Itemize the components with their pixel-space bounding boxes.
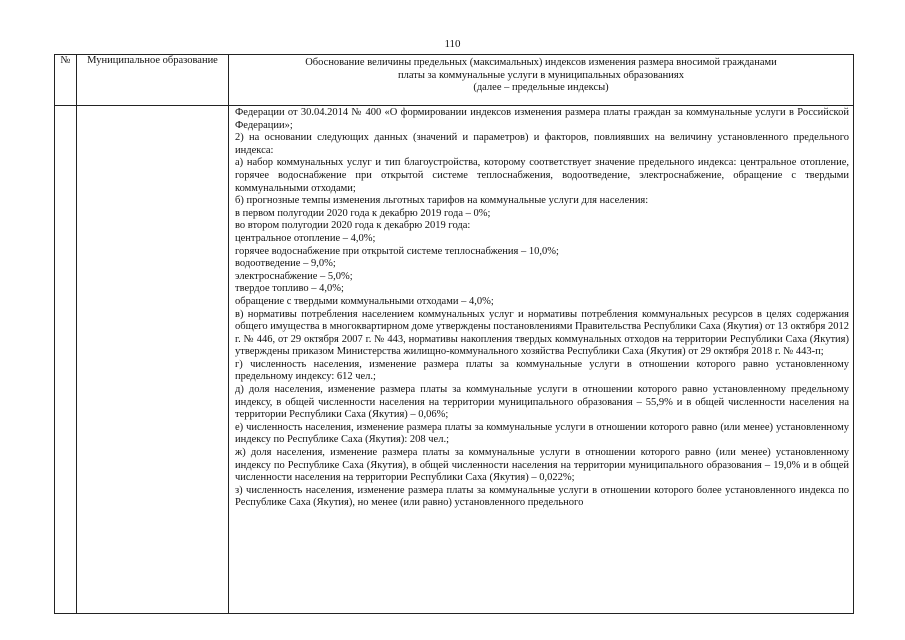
header-justification-line-1: Обоснование величины предельных (максимальных) индексов изменения размера вносимой гражданами xyxy=(305,57,777,68)
paragraph: з) численность населения, изменение размера платы за коммунальные услуги в отношении которого более установленного индекса по Республике Саха (Якутия), но менее (или равно) установленного предельного xyxy=(235,484,849,509)
table-header-row xyxy=(55,55,854,106)
table-row xyxy=(55,106,854,614)
paragraph: центральное отопление – 4,0%; xyxy=(235,232,376,244)
paragraph: обращение с твердыми коммунальными отходами – 4,0%; xyxy=(235,295,494,307)
paragraph: водоотведение – 9,0%; xyxy=(235,258,336,270)
row-number-cell xyxy=(55,106,77,614)
row-justification-cell xyxy=(229,106,854,614)
paragraph: е) численность населения, изменение размера платы за коммунальные услуги в отношении которого равно (или менее) установленному индексу по Республике Саха (Якутия): 208 чел.; xyxy=(235,421,849,446)
header-municipality: Муниципальное образование xyxy=(77,55,229,106)
paragraph: электроснабжение – 5,0%; xyxy=(235,270,353,282)
paragraph: 2) на основании следующих данных (значений и параметров) и факторов, повлиявших на величину установленного предельного индекса: xyxy=(235,132,849,156)
page-number: 110 xyxy=(444,38,461,50)
paragraph: б) прогнозные темпы изменения льготных тарифов на коммунальные услуги для населения: xyxy=(235,195,649,207)
paragraph: Федерации от 30.04.2014 № 400 «О формировании индексов изменения размера платы граждан за коммунальные услуги в Российской Федерации»; xyxy=(235,107,849,131)
paragraph: ж) доля населения, изменение размера платы за коммунальные услуги в отношении которого равно (или менее) установленному индексу по Республике Саха (Якутия), в общей численности населения на территории муниципального образования – 19,0% и в общей численности населения на территории Республики Саха (Якутия) – 0,022%; xyxy=(235,447,849,484)
paragraph: д) доля населения, изменение размера платы за коммунальные услуги в отношении которого равно установленному предельному индексу, в общей численности населения на территории муниципального образования – 55,9% и в общей численности населения на территории Республики Саха (Якутия) – 0,06%; xyxy=(235,384,849,421)
row-municipality-cell xyxy=(77,106,229,614)
justification-table xyxy=(54,54,854,614)
header-justification-line-2: платы за коммунальные услуги в муниципальных образованиях xyxy=(398,69,684,81)
paragraph: в) нормативы потребления населением коммунальных услуг и нормативы потребления коммунальных ресурсов в целях содержания общего имущества в многоквартирном доме утверждены постановлениями Правительства Республики Саха (Якутия) от 13 октября 2012 г. № 446, от 29 октября 2007 г. № 443, нормативы накопления твердых коммунальных отходов на территории Республики Саха (Якутия) утверждены приказом Министерства жилищно-коммунального хозяйства Республики Саха (Якутия) от 29 октября 2018 г. № 443-п; xyxy=(235,308,849,358)
header-justification-line-3: (далее – предельные индексы) xyxy=(473,82,609,93)
header-justification xyxy=(229,55,854,106)
paragraph: г) численность населения, изменение размера платы за коммунальные услуги в отношении которого равно установленному предельному индексу: 612 чел.; xyxy=(235,358,849,383)
paragraph: в первом полугодии 2020 года к декабрю 2019 года – 0%; xyxy=(235,207,491,219)
paragraph: твердое топливо – 4,0%; xyxy=(235,283,344,295)
paragraph: во втором полугодии 2020 года к декабрю 2019 года: xyxy=(235,220,471,232)
paragraph: а) набор коммунальных услуг и тип благоустройства, которому соответствует значение предельного индекса: центральное отопление, горячее водоснабжение при открытой системе теплоснабжения, водоотведение, электроснабжение, обращение с твердыми коммунальными отходами; xyxy=(235,157,849,194)
header-number: № xyxy=(55,55,77,106)
paragraph: горячее водоснабжение при открытой системе теплоснабжения – 10,0%; xyxy=(235,245,559,257)
